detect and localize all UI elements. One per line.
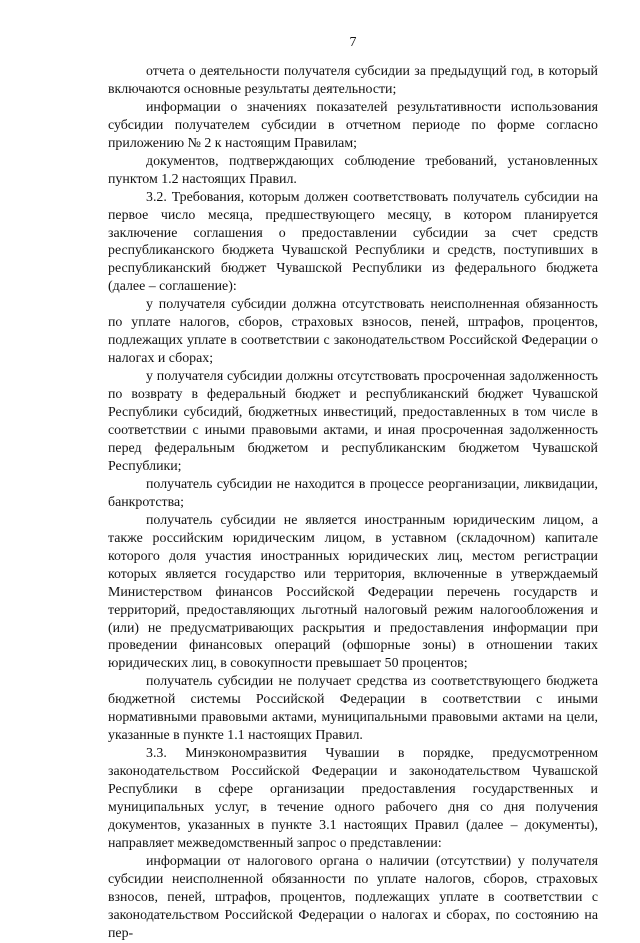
paragraph-compliance-documents: документов, подтверждающих соблюдение требований, установленных пунктом 1.2 настоящих Правил.: [108, 153, 598, 187]
document-page: [108, 34, 598, 943]
paragraph-tax-obligation: у получателя субсидии должна отсутствовать неисполненная обязанность по уплате налогов, сборов, страховых взносов, пеней, штрафов, процентов, подлежащих уплате в соответствии с законодательством Российской Федерации о налогах и сборах;: [108, 297, 598, 367]
paragraph-tax-authority-info: информации от налогового органа о наличии (отсутствии) у получателя субсидии неисполненной обязанности по уплате налогов, сборов, страховых взносов, пеней, штрафов, процентов, подлежащих уплате в соответствии с законодательством Российской Федерации о налогах и сборах, по состоянию на пер-: [108, 853, 598, 941]
paragraph-report-activity: отчета о деятельности получателя субсидии за предыдущий год, в который включаются основные результаты деятельности;: [108, 63, 598, 97]
paragraph-section-3-3: 3.3. Минэкономразвития Чувашии в порядке, предусмотренном законодательством Российской Федерации и законодательством Чувашской Республики в сфере организации предоставления государственных и муниципальных услуг, в течение одного рабочего дня со дня получения документов, указанных в пункте 3.1 настоящих Правил (далее – документы), направляет межведомственный запрос о представлении:: [108, 746, 598, 851]
paragraph-foreign-entity: получатель субсидии не является иностранным юридическим лицом, а также российским юридическим лицом, в уставном (складочном) капитале которого доля участия иностранных юридических лиц, местом регистрации которых является государство или территория, включенные в утверждаемый Министерством финансов Российской Федерации перечень государств и территорий, предоставляющих льготный налоговый режим налогообложения и (или) не предусматривающих раскрытия и предоставления информации при проведении финансовых операций (офшорные зоны) в отношении таких юридических лиц, в совокупности превышает 50 процентов;: [108, 512, 598, 672]
page-number: 7: [349, 35, 357, 50]
paragraph-overdue-debt: у получателя субсидии должны отсутствовать просроченная задолженность по возврату в федеральный бюджет и республиканский бюджет Чувашской Республики субсидий, бюджетных инвестиций, предоставленных в том числе в соответствии с иными правовыми актами, и иная просроченная задолженность перед федеральным бюджетом и республиканским бюджетом Чувашской Республики;: [108, 369, 598, 474]
paragraph-other-budget-funds: получатель субсидии не получает средства из соответствующего бюджета бюджетной системы Российской Федерации в соответствии с иными нормативными правовыми актами, муниципальными правовыми актами на цели, указанные в пункте 1.1 настоящих Правил.: [108, 674, 598, 744]
paragraph-indicators-info: информации о значениях показателей результативности использования субсидии получателем субсидии в отчетном периоде по форме согласно приложению № 2 к настоящим Правилам;: [108, 99, 598, 151]
paragraph-reorganization: получатель субсидии не находится в процессе реорганизации, ликвидации, банкротства;: [108, 476, 598, 510]
paragraph-section-3-2: 3.2. Требования, которым должен соответствовать получатель субсидии на первое число месяца, предшествующего месяцу, в котором планируется заключение соглашения о предоставлении субсидии за счет средств республиканского бюджета Чувашской Республики и средств, поступивших в республиканский бюджет Чувашской Республики из федерального бюджета (далее – соглашение):: [108, 189, 598, 295]
